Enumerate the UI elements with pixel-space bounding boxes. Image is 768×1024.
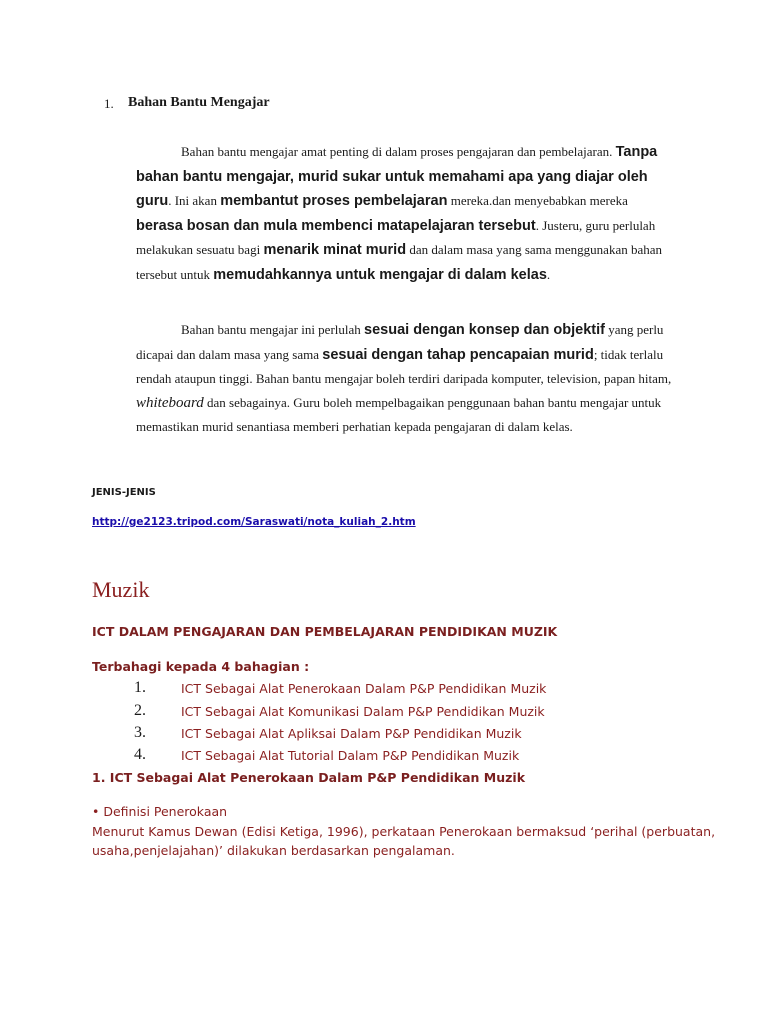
reference-link[interactable]: http://ge2123.tripod.com/Saraswati/nota_kuliah_2.htm: [92, 516, 416, 528]
section-number: 1.: [104, 96, 114, 111]
definition-bullet: • Definisi Penerokaan: [92, 804, 228, 819]
paragraph-suitability: [136, 318, 676, 439]
body-text: ; tidak terlalu rendah ataupun tinggi. Bahan bantu mengajar boleh terdiri daripada komputer, television, papan hitam,: [136, 346, 672, 386]
emphasis-text: membantut proses pembelajaran: [220, 193, 448, 209]
list-item-number: 4.: [134, 746, 146, 763]
italic-text: whiteboard: [136, 394, 204, 411]
definition-text: Menurut Kamus Dewan (Edisi Ketiga, 1996), perkataan Penerokaan bermaksud ‘perihal (perbuatan, usaha,penjelajahan)’ dilakukan berdasarkan pengalaman.: [92, 824, 716, 858]
section-title: Bahan Bantu Mengajar: [128, 95, 270, 110]
ict-title: ICT DALAM PENGAJARAN DAN PEMBELAJARAN PENDIDIKAN MUZIK: [92, 624, 558, 639]
emphasis-text: berasa bosan dan mula membenci matapelajaran tersebut: [136, 217, 536, 234]
body-text: Bahan bantu mengajar amat penting di dalam proses pengajaran dan pembelajaran.: [181, 144, 616, 159]
list-item: ICT Sebagai Alat Komunikasi Dalam P&P Pendidikan Muzik: [181, 704, 545, 719]
body-text: dan sebagainya. Guru boleh mempelbagaikan penggunaan bahan bantu mengajar untuk memastikan murid senantiasa memberi perhatian kepada pengajaran di dalam kelas.: [136, 394, 662, 434]
list-item: ICT Sebagai Alat Tutorial Dalam P&P Pendidikan Muzik: [181, 748, 520, 763]
list-item-number: 1.: [134, 679, 146, 696]
emphasis-text: memudahkannya untuk mengajar di dalam kelas: [213, 266, 547, 283]
body-text: . Ini akan: [168, 193, 221, 208]
emphasis-text: Tanpa bahan bantu mengajar, murid sukar untuk memahami apa yang diajar oleh guru: [136, 144, 658, 209]
emphasis-text: sesuai dengan tahap pencapaian murid: [322, 346, 594, 363]
body-text: yang perlu dicapai dan dalam masa yang sama: [136, 322, 664, 362]
list-item-number: 3.: [134, 724, 146, 741]
list-item-number: 2.: [134, 702, 146, 719]
parts-intro: Terbahagi kepada 4 bahagian :: [92, 659, 310, 674]
jenis-heading: JENIS-JENIS: [92, 487, 156, 498]
body-text: dan dalam masa yang sama menggunakan bahan tersebut untuk: [136, 242, 662, 282]
subsection-title: 1. ICT Sebagai Alat Penerokaan Dalam P&P Pendidikan Muzik: [92, 770, 526, 785]
emphasis-text: menarik minat murid: [263, 242, 407, 258]
body-text: Bahan bantu mengajar ini perlulah: [181, 322, 365, 337]
list-item: ICT Sebagai Alat Penerokaan Dalam P&P Pendidikan Muzik: [181, 681, 547, 696]
list-item: ICT Sebagai Alat Apliksai Dalam P&P Pendidikan Muzik: [181, 726, 522, 741]
emphasis-text: sesuai dengan konsep dan objektif: [364, 322, 605, 338]
body-text: .: [546, 266, 551, 282]
paragraph-importance: [136, 140, 676, 287]
body-text: . Justeru, guru perlulah melakukan sesuatu bagi: [136, 217, 656, 257]
muzik-heading: Muzik: [92, 577, 150, 602]
body-text: mereka.dan menyebabkan mereka: [447, 193, 628, 208]
